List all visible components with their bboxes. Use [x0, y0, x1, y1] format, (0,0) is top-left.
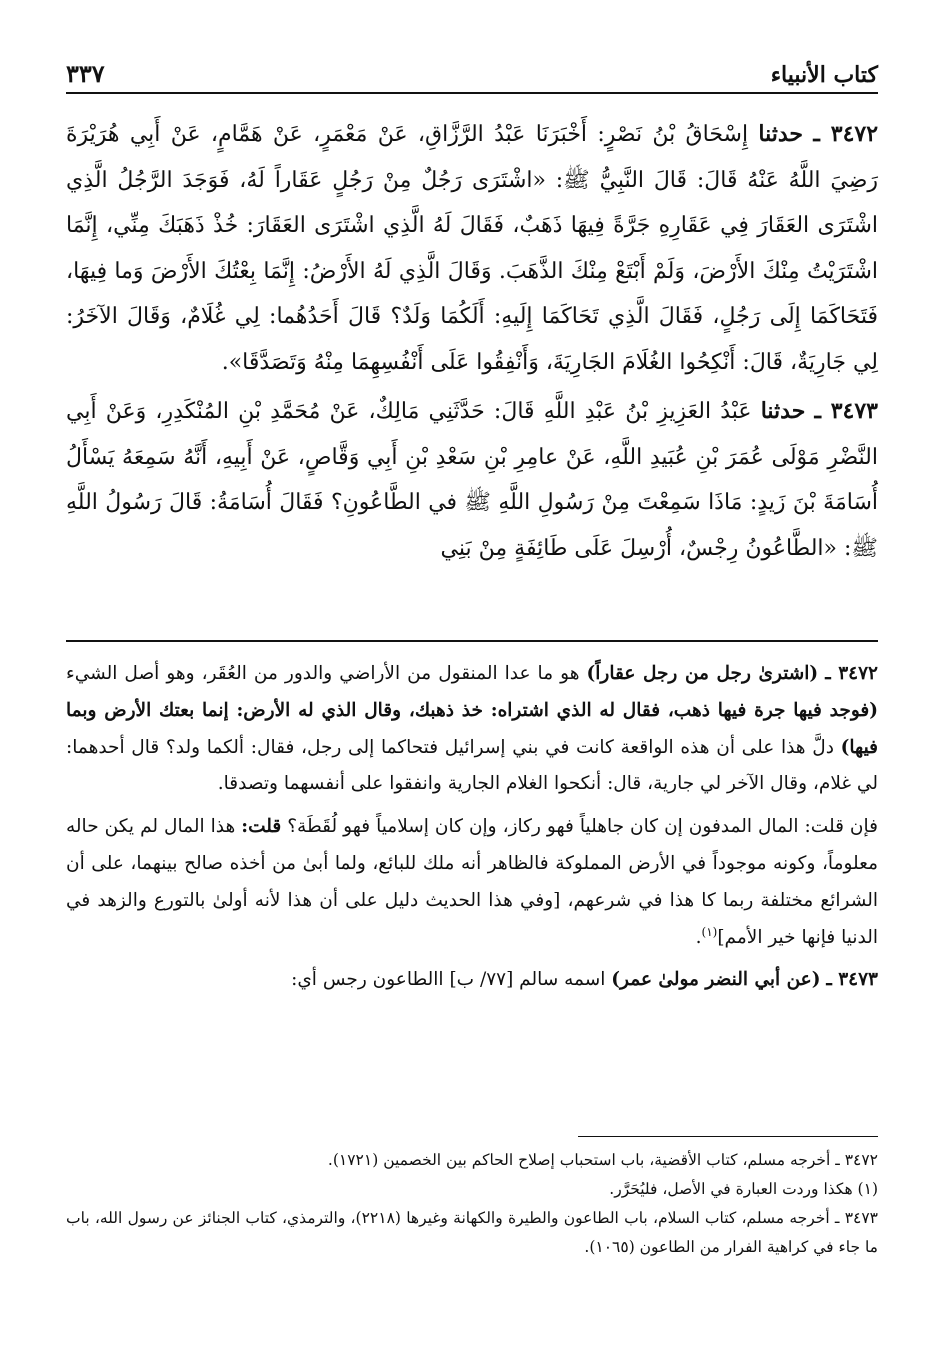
- footnote-item: ٣٤٧٢ ـ أخرجه مسلم، كتاب الأقضية، باب استحباب إصلاح الحاكم بين الخصمين (١٧٢١).: [327, 1151, 878, 1169]
- commentary-text: هو ما عدا المنقول من الأراضي والدور من العُقَر، وهو أصل الشيء: [66, 663, 580, 684]
- commentary-3472: [66, 656, 878, 803]
- commentary-question: [66, 809, 878, 956]
- footnote-item: ٣٤٧٣ ـ أخرجه مسلم، كتاب السلام، باب الطاعون والطيرة والكهانة وغيرها (٢٢١٨)، والترمذي، كتاب الجنائز عن رسول الله، باب ما جاء في كراهية الفرار من الطاعون (١٠٦٥).: [66, 1209, 878, 1256]
- commentary-answer-label: قلت:: [241, 816, 282, 838]
- running-title: كتاب الأنبياء: [770, 62, 878, 88]
- commentary-end: .: [695, 926, 702, 948]
- footnote-reference[interactable]: (١): [701, 924, 718, 939]
- hadith-3473: [66, 389, 878, 571]
- footnotes: [66, 1146, 878, 1262]
- commentary-quote: (فوجد فيها جرة فيها ذهب، فقال له الذي اشتراه: خذ ذهبك، وقال الذي له الأرض: إنما بعتك الأرض وبما فيها): [66, 699, 878, 758]
- hadith-label: حدثنا: [758, 121, 804, 147]
- commentary-text: اسمه سالم [٧٧/ ب] االطاعون رجس أي:: [291, 969, 606, 991]
- hadith-body: عَبْدُ العَزِيزِ بْنُ عَبْدِ اللَّهِ قَالَ: حَدَّثَنِي مَالِكٌ، عَنْ مُحَمَّدِ بْنِ المُنْكَدِرِ، وَعَنْ أَبِي النَّضْرِ مَوْلَى عُمَرَ بْنِ عُبَيدِ اللَّهِ، عَنْ عامِرِ بْنِ سَعْدِ بْنِ أَبِي وَقَّاصٍ، عَنْ أَبِيهِ، أَنَّهُ سَمِعَهُ يَسْأَلُ أُسَامَةَ بْنَ زَيدٍ: مَاذَا سَمِعْتَ مِنْ رَسُولِ اللَّهِ ﷺ في الطَّاعُونِ؟ فَقَالَ أُسَامَةُ: قَالَ رَسُولُ اللَّهِ ﷺ: «الطَّاعُونُ رِجْسٌ، أُرْسِلَ عَلَى طَائِفَةٍ مِنْ بَنِي: [66, 399, 878, 561]
- hadith-label: حدثنا: [760, 398, 806, 424]
- commentary-number: ٣٤٧٢ ـ: [825, 663, 878, 684]
- commentary-text: هذا المال لم يكن حاله معلوماً، وكونه موجوداً في الأرض المملوكة فالظاهر أنه ملك للبائع، ولما أبىٰ من أخذه صالح بينهما، على أن الشرائع مختلفة ربما كا هذا في شرعهم، [وفي هذا الحديث دليل على أن هذا لأنه أولىٰ بالتورع والزهد في الدنيا فإنها خير الأمم]: [66, 816, 878, 948]
- hadith-body: إِسْحَاقُ بْنُ نَصْرٍ: أَخْبَرَنَا عَبْدُ الرَّزَّاقِ، عَنْ مَعْمَرٍ، عَنْ هَمَّامٍ، عَنْ أَبِي هُرَيْرَةَ رَضِيَ اللَّهُ عَنْهُ قَالَ: قَالَ النَّبِيُّ ﷺ: «اشْتَرَى رَجُلٌ مِنْ رَجُلٍ عَقَاراً لَهُ، فَوَجَدَ الرَّجُلُ الَّذِي اشْتَرَى العَقَارَ فِي عَقَارِهِ جَرَّةً فِيهَا ذَهَبٌ، فَقَالَ لَهُ الَّذِي اشْتَرَى العَقَارَ: خُذْ ذَهَبَكَ مِنِّي، إِنَّمَا اشْتَرَيْتُ مِنْكَ الأَرْضَ، وَلَمْ أَبْتَعْ مِنْكَ الذَّهَبَ. وَقَالَ الَّذِي لَهُ الأَرْضُ: إِنَّمَا بِعْتُكَ الأَرْضَ وَما فِيهَا، فَتَحَاكَمَا إِلَى رَجُلٍ، فَقَالَ الَّذِي تَحَاكَمَا إِلَيهِ: أَلَكُمَا وَلَدٌ؟ قَالَ أَحَدُهُما: لِي غُلَامٌ، وَقَالَ الآخَرُ: لِي جَارِيَةٌ، قَالَ: أَنْكِحُوا الغُلَامَ الجَارِيَةَ، وَأَنْفِقُوا عَلَى أَنْفُسِهِمَا مِنْهُ وَتَصَدَّقَا».: [66, 122, 878, 375]
- commentary-number: ٣٤٧٣ ـ: [826, 969, 878, 991]
- commentary-text: دلَّ هذا على أن هذه الواقعة كانت في بني إسرائيل فتحاكما إلى رجل، فقال: ألكما ولد؟ قال أحدهما: لي غلام، وقال الآخر لي جارية، قال: أنكحوا الغلام الجارية وانفقوا على أنفسهما وتصدقا.: [66, 736, 878, 795]
- footnote-divider: [578, 1136, 878, 1137]
- hadith-number: ٣٤٧٢ ـ: [813, 121, 879, 147]
- hadith-number: ٣٤٧٣ ـ: [814, 398, 878, 424]
- hadith-text: [66, 112, 878, 571]
- commentary-text: فإن قلت: المال المدفون إن كان جاهلياً فهو ركاز، وإن كان إسلامياً فهو لُقَطَة؟: [287, 816, 878, 838]
- page-number: ٣٣٧: [66, 59, 105, 88]
- commentary-3473: [66, 962, 878, 999]
- commentary: [66, 656, 878, 999]
- main-divider: [66, 640, 878, 642]
- commentary-quote: (اشترىٰ رجل من رجل عقاراً): [586, 663, 819, 684]
- hadith-3472: [66, 112, 878, 385]
- commentary-quote: (عن أبي النضر مولىٰ عمر): [611, 969, 821, 991]
- page-header: [66, 52, 878, 94]
- footnote-item: (١) هكذا وردت العبارة في الأصل، فليُحَرَّر.: [609, 1180, 878, 1198]
